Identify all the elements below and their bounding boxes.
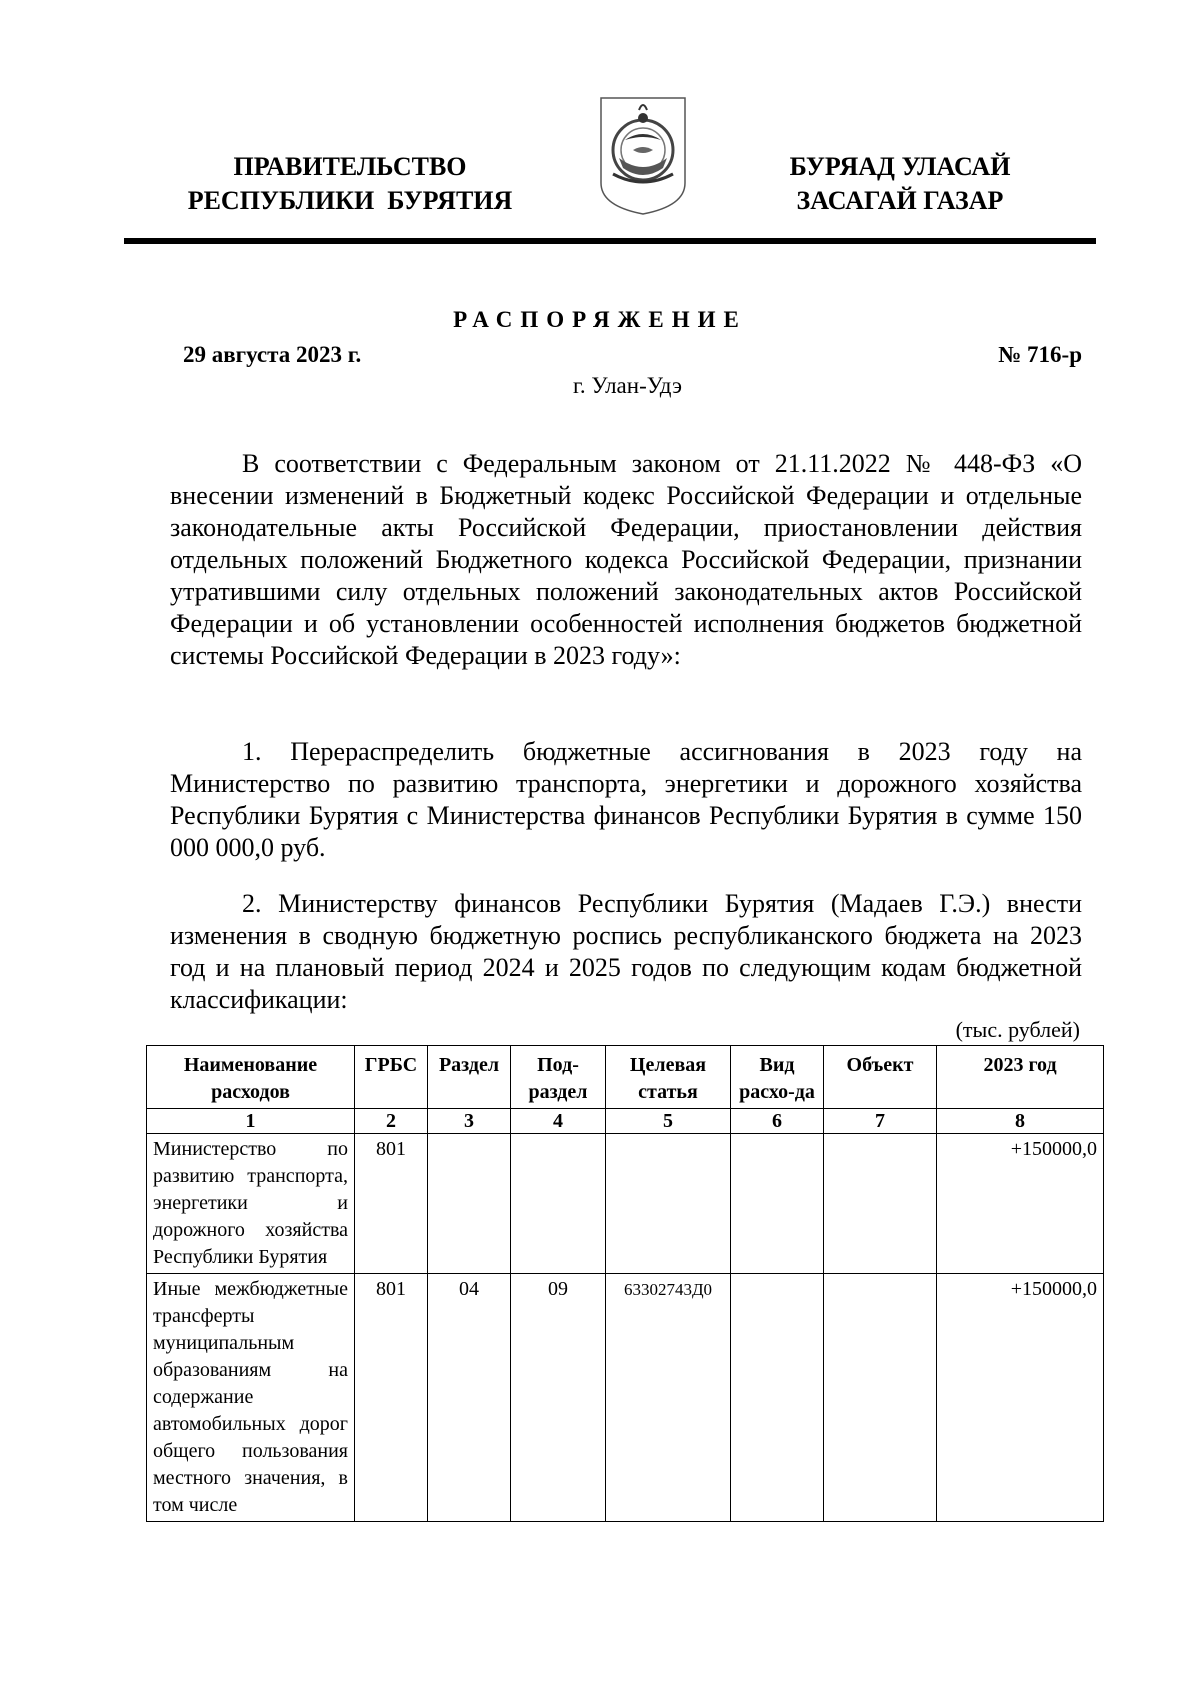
col-number: 4 — [511, 1109, 606, 1134]
item-1-paragraph: 1. Перераспределить бюджетные ассигнования в 2023 году на Министерство по развитию транспорта, энергетики и дорожного хозяйства Республики Бурятия с Министерства финансов Республики Бурятия в сумме 150 000 000,0 руб. — [170, 737, 1082, 862]
issuer-line-2: РЕСПУБЛИКИ БУРЯТИЯ — [187, 186, 513, 215]
header-year: 2023 год — [937, 1046, 1104, 1109]
header-name: Наименование расходов — [147, 1046, 355, 1109]
row-name: Министерство по развитию транспорта, энергетики и дорожного хозяйства Республики Бурятия — [147, 1134, 355, 1274]
document-city: г. Улан-Удэ — [573, 373, 682, 398]
header-grbs: ГРБС — [355, 1046, 428, 1109]
col-number: 6 — [731, 1109, 824, 1134]
table-units: (тыс. рублей) — [955, 1017, 1080, 1042]
table-header-row — [147, 1046, 1104, 1109]
issuer-buryat — [740, 150, 1060, 218]
document-date: 29 августа 2023 г. — [183, 342, 362, 367]
col-number: 1 — [147, 1109, 355, 1134]
header-vid: Вид расхо-да — [731, 1046, 824, 1109]
issuer-buryat-line-2: ЗАСАГАЙ ГАЗАР — [796, 186, 1004, 215]
col-number: 2 — [355, 1109, 428, 1134]
header-object: Объект — [824, 1046, 937, 1109]
header-podrazdel: Под-раздел — [511, 1046, 606, 1109]
row-vid — [731, 1134, 824, 1274]
header-target: Целевая статья — [606, 1046, 731, 1109]
row-target — [606, 1134, 731, 1274]
document-number: № 716-р — [998, 342, 1082, 367]
issuer-russian — [150, 150, 550, 218]
issuer-buryat-line-1: БУРЯАД УЛАСАЙ — [789, 152, 1011, 181]
row-razdel: 04 — [428, 1274, 511, 1522]
row-name: Иные межбюджетные трансферты муниципальным образованиям на содержание автомобильных дорог общего пользования местного значения, в том числе — [147, 1274, 355, 1522]
row-amount: +150000,0 — [937, 1134, 1104, 1274]
document-type: РАСПОРЯЖЕНИЕ — [453, 307, 747, 332]
header-divider — [124, 238, 1096, 244]
col-number: 8 — [937, 1109, 1104, 1134]
row-target: 63302743Д0 — [606, 1274, 731, 1522]
item-2-paragraph: 2. Министерству финансов Республики Бурятия (Мадаев Г.Э.) внести изменения в сводную бюджетную роспись республиканского бюджета на 2023 год и на плановый период 2024 и 2025 годов по следующим кодам бюджетной классификации: — [170, 889, 1082, 1014]
row-vid — [731, 1274, 824, 1522]
table-row — [147, 1134, 1104, 1274]
row-amount: +150000,0 — [937, 1274, 1104, 1522]
row-podrazdel: 09 — [511, 1274, 606, 1522]
row-razdel — [428, 1134, 511, 1274]
col-number: 7 — [824, 1109, 937, 1134]
row-podrazdel — [511, 1134, 606, 1274]
table-row — [147, 1274, 1104, 1522]
col-number: 5 — [606, 1109, 731, 1134]
budget-table — [146, 1045, 1104, 1522]
row-object — [824, 1134, 937, 1274]
row-grbs: 801 — [355, 1134, 428, 1274]
row-object — [824, 1274, 937, 1522]
preamble-paragraph: В соответствии с Федеральным законом от 21.11.2022 № 448-ФЗ «О внесении изменений в Бюджетный кодекс Российской Федерации и отдельные законодательные акты Российской Федерации, приостановлении действия отдельных положений Бюджетного кодекса Российской Федерации, признании утратившими силу отдельных положений законодательных актов Российской Федерации и об установлении особенностей исполнения бюджетов бюджетной системы Российской Федерации в 2023 году»: — [170, 449, 1082, 670]
coat-of-arms-emblem — [593, 88, 693, 218]
row-grbs: 801 — [355, 1274, 428, 1522]
issuer-line-1: ПРАВИТЕЛЬСТВО — [233, 152, 467, 181]
header-razdel: Раздел — [428, 1046, 511, 1109]
col-number: 3 — [428, 1109, 511, 1134]
column-number-row — [147, 1109, 1104, 1134]
